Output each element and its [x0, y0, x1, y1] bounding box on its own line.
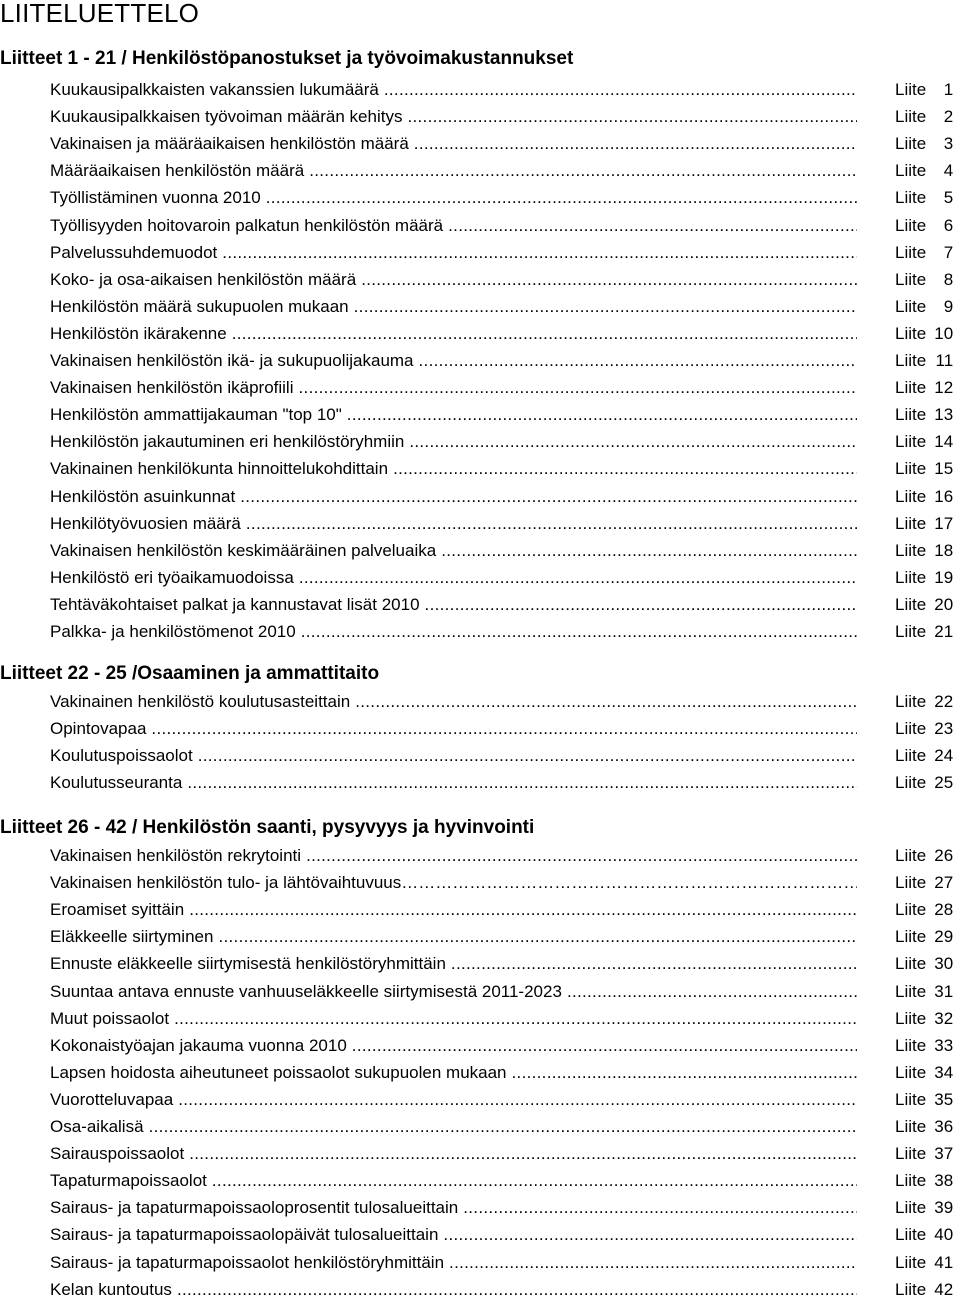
appendix-label: Liite — [895, 1144, 927, 1164]
toc-entry — [0, 321, 960, 347]
toc-entry-title — [50, 770, 857, 796]
toc-entry-title-text: Henkilöstö eri työaikamuodoissa — [50, 567, 294, 587]
toc-entry-appendix-ref — [895, 77, 960, 103]
toc-entry — [0, 1195, 960, 1221]
appendix-number: 2 — [943, 107, 954, 127]
toc-entry-title — [50, 131, 857, 157]
toc-entry-appendix-ref — [895, 770, 960, 796]
appendix-label: Liite — [895, 1252, 927, 1272]
toc-entry-title-text: Vuorotteluvapaa — [50, 1089, 174, 1109]
appendix-number: 3 — [943, 134, 954, 154]
appendix-label: Liite — [895, 80, 927, 99]
toc-entry-appendix-ref — [895, 1168, 960, 1194]
toc-entry — [0, 1168, 960, 1194]
appendix-number: 42 — [934, 1279, 954, 1299]
toc-entry — [0, 1277, 960, 1303]
toc-entry-title — [50, 1033, 857, 1059]
appendix-label: Liite — [895, 927, 927, 947]
appendix-label: Liite — [895, 215, 927, 235]
toc-entry — [0, 375, 960, 401]
toc-entry-appendix-ref — [895, 375, 960, 401]
appendix-number: 13 — [934, 405, 954, 425]
appendix-number: 18 — [934, 540, 954, 560]
appendix-number: 25 — [934, 773, 954, 793]
toc-entry-title — [50, 213, 857, 239]
toc-entry-title-text: Vakinaisen henkilöstön tulo- ja lähtövaihtuvuus — [50, 873, 402, 893]
appendix-label: Liite — [895, 1171, 927, 1191]
toc-entry-title — [50, 104, 857, 130]
appendix-number: 22 — [934, 692, 954, 711]
appendix-label: Liite — [895, 161, 927, 181]
toc-entry-appendix-ref — [895, 619, 960, 645]
appendix-number: 32 — [934, 1008, 954, 1028]
appendix-number: 26 — [934, 846, 954, 865]
toc-entry — [0, 429, 960, 455]
toc-entry-appendix-ref — [895, 592, 960, 618]
appendix-number: 30 — [934, 954, 954, 974]
toc-entry — [0, 104, 960, 130]
appendix-number: 20 — [934, 594, 954, 614]
appendix-label: Liite — [895, 1198, 927, 1218]
toc-entry-title-text: Vakinainen henkilöstö koulutusasteittain — [50, 692, 351, 711]
toc-entry-appendix-ref — [895, 565, 960, 591]
appendix-label: Liite — [895, 594, 927, 614]
appendix-label: Liite — [895, 719, 927, 739]
toc-entry-appendix-ref — [895, 1006, 960, 1032]
toc-entry — [0, 77, 960, 103]
appendix-number: 16 — [934, 486, 954, 506]
toc-entry-appendix-ref — [895, 267, 960, 293]
appendix-number: 10 — [934, 323, 954, 343]
appendix-number: 31 — [934, 981, 954, 1001]
toc-entry-title — [50, 456, 857, 482]
toc-entry-title-text: Vakinaisen henkilöstön keskimääräinen palveluaika — [50, 540, 437, 560]
toc-entry-title-text: Henkilöstön määrä sukupuolen mukaan — [50, 296, 349, 316]
toc-entry-title — [50, 429, 857, 455]
toc-entry — [0, 897, 960, 923]
toc-entry-title-text: Kuukausipalkkaisten vakanssien lukumäärä — [50, 80, 379, 99]
toc-entry — [0, 1114, 960, 1140]
toc-entry-appendix-ref — [895, 294, 960, 320]
appendix-number: 9 — [943, 296, 954, 316]
toc-entry-appendix-ref — [895, 131, 960, 157]
appendix-number: 29 — [934, 927, 954, 947]
appendix-label: Liite — [895, 323, 927, 343]
appendix-label: Liite — [895, 1225, 927, 1245]
appendix-number: 38 — [934, 1171, 954, 1191]
toc-entry-title — [50, 77, 857, 103]
toc-entry-title — [50, 511, 857, 537]
appendix-number: 5 — [943, 188, 954, 208]
appendix-label: Liite — [895, 622, 927, 641]
appendix-label: Liite — [895, 873, 927, 893]
toc-entry-appendix-ref — [895, 321, 960, 347]
toc-entry — [0, 689, 960, 715]
toc-entry-appendix-ref — [895, 743, 960, 769]
toc-entry-title — [50, 375, 857, 401]
toc-entry-appendix-ref — [895, 689, 960, 715]
toc-entry-appendix-ref — [895, 484, 960, 510]
toc-entry-appendix-ref — [895, 402, 960, 428]
appendix-number: 23 — [934, 719, 954, 739]
appendix-number: 14 — [934, 432, 954, 452]
toc-entry — [0, 1060, 960, 1086]
toc-entry — [0, 240, 960, 266]
appendix-number: 11 — [935, 351, 954, 370]
toc-entry-title-text: Koko- ja osa-aikaisen henkilöstön määrä — [50, 269, 357, 289]
toc-entry-title — [50, 538, 857, 564]
appendix-number: 1 — [943, 80, 954, 99]
toc-entry-appendix-ref — [895, 843, 960, 869]
appendix-label: Liite — [895, 242, 927, 262]
toc-entry — [0, 402, 960, 428]
appendix-label: Liite — [895, 513, 927, 533]
toc-entry-title-text: Henkilöstön jakautuminen eri henkilöstöryhmiin — [50, 432, 405, 452]
toc-entry-appendix-ref — [895, 429, 960, 455]
toc-entry-title-text: Henkilöstön ammattijakauman "top 10" — [50, 405, 342, 425]
appendix-label: Liite — [895, 296, 927, 316]
toc-entry — [0, 1250, 960, 1276]
appendix-label: Liite — [895, 981, 927, 1001]
toc-entry — [0, 770, 960, 796]
appendix-number: 28 — [934, 900, 954, 920]
toc-entry — [0, 924, 960, 950]
toc-entry-appendix-ref — [895, 348, 960, 374]
toc-entry — [0, 1006, 960, 1032]
appendix-number: 27 — [934, 873, 954, 893]
section-heading: Liitteet 22 - 25 /Osaaminen ja ammattitaito — [0, 663, 380, 684]
appendix-label: Liite — [895, 378, 927, 398]
appendix-label: Liite — [895, 1279, 927, 1299]
toc-entry-title-text: Sairaus- ja tapaturmapoissaolopäivät tulosalueittain — [50, 1225, 439, 1245]
toc-entry-title — [50, 1087, 857, 1113]
appendix-number: 24 — [934, 746, 954, 766]
appendix-label: Liite — [895, 1117, 927, 1136]
toc-entry-title — [50, 592, 857, 618]
toc-entry-title-text: Opintovapaa — [50, 719, 147, 739]
toc-entry — [0, 843, 960, 869]
toc-entry-title — [50, 185, 857, 211]
toc-entry-appendix-ref — [895, 1250, 960, 1276]
appendix-number: 19 — [934, 567, 954, 587]
appendix-label: Liite — [895, 486, 927, 506]
toc-entry-appendix-ref — [895, 1141, 960, 1167]
toc-entry — [0, 1033, 960, 1059]
toc-entry-title-text: Vakinaisen henkilöstön ikä- ja sukupuolijakauma — [50, 351, 414, 370]
toc-entry — [0, 213, 960, 239]
toc-entry-title — [50, 1277, 857, 1303]
toc-entry — [0, 348, 960, 374]
appendix-label: Liite — [895, 459, 927, 479]
appendix-number: 34 — [934, 1062, 954, 1082]
toc-entry-title — [50, 1195, 857, 1221]
toc-entry — [0, 456, 960, 482]
appendix-label: Liite — [895, 1008, 927, 1028]
appendix-number: 12 — [934, 378, 954, 398]
toc-entry-title-text: Palvelussuhdemuodot — [50, 242, 218, 262]
toc-entry-title-text: Työllisyyden hoitovaroin palkatun henkilöstön määrä — [50, 215, 444, 235]
appendix-number: 17 — [934, 513, 954, 533]
toc-entry-title — [50, 240, 857, 266]
toc-entry-title — [50, 348, 857, 374]
toc-entry-title-text: Kelan kuntoutus — [50, 1279, 172, 1299]
toc-entry-title — [50, 979, 857, 1005]
toc-entry-title — [50, 689, 857, 715]
toc-entry — [0, 185, 960, 211]
toc-entry-title — [50, 951, 857, 977]
toc-entry — [0, 619, 960, 645]
toc-entry — [0, 1222, 960, 1248]
toc-entry-appendix-ref — [895, 924, 960, 950]
appendix-number: 40 — [934, 1225, 954, 1245]
appendix-label: Liite — [895, 432, 927, 452]
toc-entry — [0, 1087, 960, 1113]
toc-entry-title — [50, 1006, 857, 1032]
appendix-number: 39 — [934, 1198, 954, 1218]
toc-entry-title — [50, 565, 857, 591]
appendix-label: Liite — [895, 567, 927, 587]
toc-entry-appendix-ref — [895, 870, 960, 896]
toc-entry-title — [50, 924, 857, 950]
toc-entry-appendix-ref — [895, 538, 960, 564]
toc-entry-title — [50, 402, 857, 428]
section-heading: Liitteet 26 - 42 / Henkilöstön saanti, pysyvyys ja hyvinvointi — [0, 817, 535, 838]
toc-entry — [0, 131, 960, 157]
appendix-label: Liite — [895, 692, 927, 711]
appendix-number: 35 — [934, 1089, 954, 1109]
toc-entry-title — [50, 843, 857, 869]
toc-entry-title-text: Tapaturmapoissaolot — [50, 1171, 207, 1191]
toc-entry-appendix-ref — [895, 1114, 960, 1140]
toc-entry-title-text: Tehtäväkohtaiset palkat ja kannustavat lisät 2010 — [50, 594, 420, 614]
toc-entry — [0, 1141, 960, 1167]
toc-entry — [0, 267, 960, 293]
toc-entry-appendix-ref — [895, 213, 960, 239]
toc-entry-title-text: Lapsen hoidosta aiheutuneet poissaolot sukupuolen mukaan — [50, 1062, 507, 1082]
toc-entry-title-text: Henkilöstön ikärakenne — [50, 323, 227, 343]
toc-entry-title-text: Sairaus- ja tapaturmapoissaolot henkilöstöryhmittäin — [50, 1252, 445, 1272]
toc-entry-title-text: Henkilöstön asuinkunnat — [50, 486, 236, 506]
toc-entry-title — [50, 294, 857, 320]
appendix-label: Liite — [895, 405, 927, 425]
toc-entry-appendix-ref — [895, 104, 960, 130]
toc-entry-title-text: Koulutuspoissaolot — [50, 746, 193, 766]
toc-entry-appendix-ref — [895, 1087, 960, 1113]
toc-entry — [0, 592, 960, 618]
toc-entry — [0, 716, 960, 742]
toc-entry-appendix-ref — [895, 240, 960, 266]
toc-entry-title-text: Vakinaisen henkilöstön ikäprofiili — [50, 378, 294, 398]
appendix-label: Liite — [895, 351, 927, 370]
toc-entry-title — [50, 743, 857, 769]
toc-entry-title-text: Suuntaa antava ennuste vanhuuseläkkeelle siirtymisestä 2011-2023 — [50, 981, 562, 1001]
appendix-number: 21 — [934, 622, 954, 641]
appendix-label: Liite — [895, 846, 927, 865]
toc-entry-appendix-ref — [895, 158, 960, 184]
toc-entry-title-text: Muut poissaolot — [50, 1008, 170, 1028]
appendix-number: 36 — [934, 1117, 954, 1136]
page-title: LIITELUETTELO — [0, 0, 200, 28]
toc-entry-appendix-ref — [895, 979, 960, 1005]
appendix-label: Liite — [895, 269, 927, 289]
toc-entry-title-text: Työllistäminen vuonna 2010 — [50, 188, 261, 208]
appendix-label: Liite — [895, 746, 927, 766]
appendix-number: 8 — [943, 269, 954, 289]
toc-entry-title — [50, 267, 857, 293]
toc-entry-appendix-ref — [895, 456, 960, 482]
toc-entry — [0, 870, 960, 896]
toc-entry-title-text: Koulutusseuranta — [50, 773, 183, 793]
toc-entry-title-text: Kuukausipalkkaisen työvoiman määrän kehitys — [50, 107, 403, 127]
toc-entry-title — [50, 1114, 857, 1140]
toc-entry-title-text: Sairaus- ja tapaturmapoissaoloprosentit tulosalueittain — [50, 1198, 459, 1218]
toc-entry-title — [50, 1222, 857, 1248]
toc-entry-title-text: Eroamiset syittäin — [50, 900, 185, 920]
toc-entry-appendix-ref — [895, 1033, 960, 1059]
appendix-label: Liite — [895, 134, 927, 154]
appendix-label: Liite — [895, 188, 927, 208]
appendix-label: Liite — [895, 107, 927, 127]
toc-entry-title — [50, 1168, 857, 1194]
toc-entry-appendix-ref — [895, 1060, 960, 1086]
toc-entry-appendix-ref — [895, 716, 960, 742]
appendix-label: Liite — [895, 900, 927, 920]
toc-entry-title-text: Henkilötyövuosien määrä — [50, 513, 241, 533]
toc-entry-title — [50, 484, 857, 510]
toc-entry-title-text: Vakinaisen henkilöstön rekrytointi — [50, 846, 302, 865]
toc-entry — [0, 294, 960, 320]
appendix-label: Liite — [895, 1089, 927, 1109]
toc-entry-title — [50, 1141, 857, 1167]
toc-entry-appendix-ref — [895, 897, 960, 923]
toc-entry — [0, 484, 960, 510]
toc-entry-appendix-ref — [895, 511, 960, 537]
toc-entry — [0, 538, 960, 564]
section-heading: Liitteet 1 - 21 / Henkilöstöpanostukset ja työvoimakustannukset — [0, 48, 574, 69]
toc-entry-title-text: Eläkkeelle siirtyminen — [50, 927, 214, 947]
toc-entry-appendix-ref — [895, 1277, 960, 1303]
toc-entry-title — [50, 1060, 857, 1086]
toc-entry — [0, 743, 960, 769]
appendix-number: 41 — [934, 1252, 954, 1272]
toc-entry-title — [50, 870, 857, 896]
toc-entry-title — [50, 716, 857, 742]
toc-entry — [0, 158, 960, 184]
toc-entry-appendix-ref — [895, 1222, 960, 1248]
toc-entry — [0, 979, 960, 1005]
appendix-label: Liite — [895, 540, 927, 560]
appendix-number: 15 — [934, 459, 954, 479]
toc-entry-title-text: Vakinainen henkilökunta hinnoittelukohdittain — [50, 459, 389, 479]
toc-entry — [0, 565, 960, 591]
toc-entry-title-text: Määräaikaisen henkilöstön määrä — [50, 161, 305, 181]
toc-entry-title — [50, 1250, 857, 1276]
toc-entry — [0, 951, 960, 977]
toc-entry-title-text: Osa-aikalisä — [50, 1117, 144, 1136]
appendix-label: Liite — [895, 1062, 927, 1082]
toc-entry-appendix-ref — [895, 951, 960, 977]
toc-entry-appendix-ref — [895, 1195, 960, 1221]
toc-entry-title-text: Vakinaisen ja määräaikaisen henkilöstön määrä — [50, 134, 409, 154]
toc-entry-appendix-ref — [895, 185, 960, 211]
toc-entry — [0, 511, 960, 537]
toc-entry-title-text: Kokonaistyöajan jakauma vuonna 2010 — [50, 1035, 347, 1055]
appendix-number: 4 — [943, 161, 954, 181]
appendix-number: 6 — [943, 215, 954, 235]
toc-entry-title — [50, 158, 857, 184]
toc-entry-title-text: Sairauspoissaolot — [50, 1144, 185, 1164]
appendix-label: Liite — [895, 773, 927, 793]
toc-entry-title-text: Palkka- ja henkilöstömenot 2010 — [50, 622, 296, 641]
appendix-label: Liite — [895, 954, 927, 974]
toc-entry-title — [50, 619, 857, 645]
toc-entry-title — [50, 897, 857, 923]
appendix-number: 7 — [943, 242, 954, 262]
toc-entry-title-text: Ennuste eläkkeelle siirtymisestä henkilöstöryhmittäin — [50, 954, 446, 974]
appendix-number: 37 — [934, 1144, 954, 1164]
appendix-number: 33 — [934, 1035, 954, 1055]
toc-entry-title — [50, 321, 857, 347]
appendix-label: Liite — [895, 1035, 927, 1055]
